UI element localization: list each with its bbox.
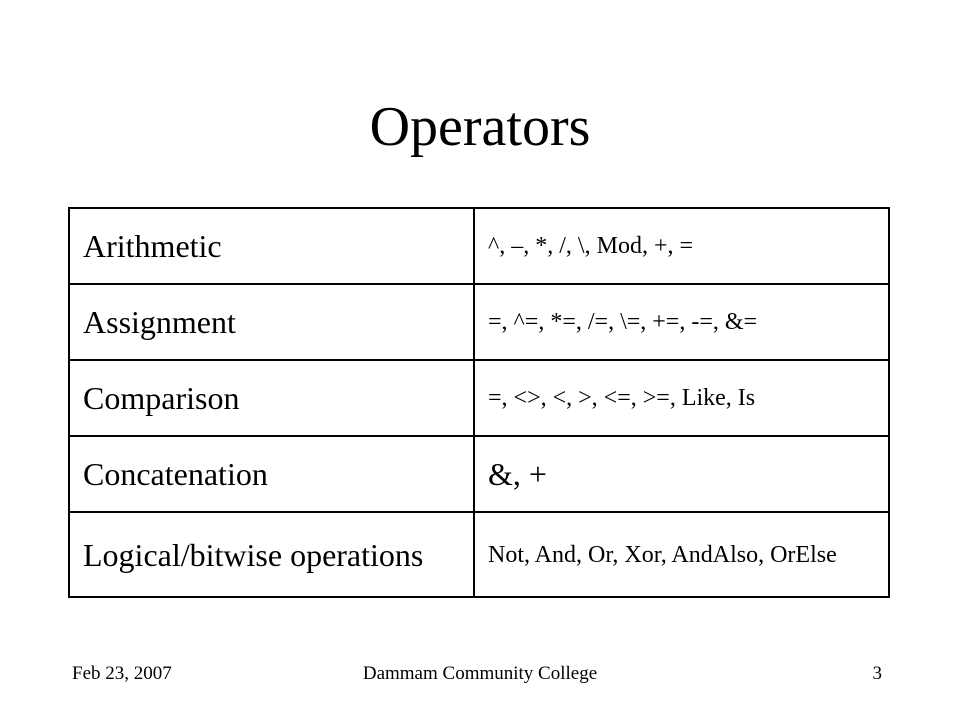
footer-page-number: 3: [872, 663, 882, 684]
table-row: [69, 208, 889, 284]
category-cell: Comparison: [69, 360, 474, 436]
slide-title: Operators: [369, 96, 591, 158]
table-row: [69, 512, 889, 597]
operators-cell: Not, And, Or, Xor, AndAlso, OrElse: [474, 512, 889, 597]
table-row: [69, 284, 889, 360]
operators-table: [68, 207, 890, 598]
footer-organization: Dammam Community College: [362, 663, 598, 684]
operators-cell: =, ^=, *=, /=, \=, +=, -=, &=: [474, 284, 889, 360]
category-cell: Concatenation: [69, 436, 474, 512]
category-cell: Assignment: [69, 284, 474, 360]
operators-cell: &, +: [474, 436, 889, 512]
footer-date: Feb 23, 2007: [72, 663, 172, 684]
table-row: [69, 360, 889, 436]
table-row: [69, 436, 889, 512]
operators-cell: ^, –, *, /, \, Mod, +, =: [474, 208, 889, 284]
operators-cell: =, <>, <, >, <=, >=, Like, Is: [474, 360, 889, 436]
category-cell: Logical/bitwise operations: [69, 512, 474, 597]
category-cell: Arithmetic: [69, 208, 474, 284]
